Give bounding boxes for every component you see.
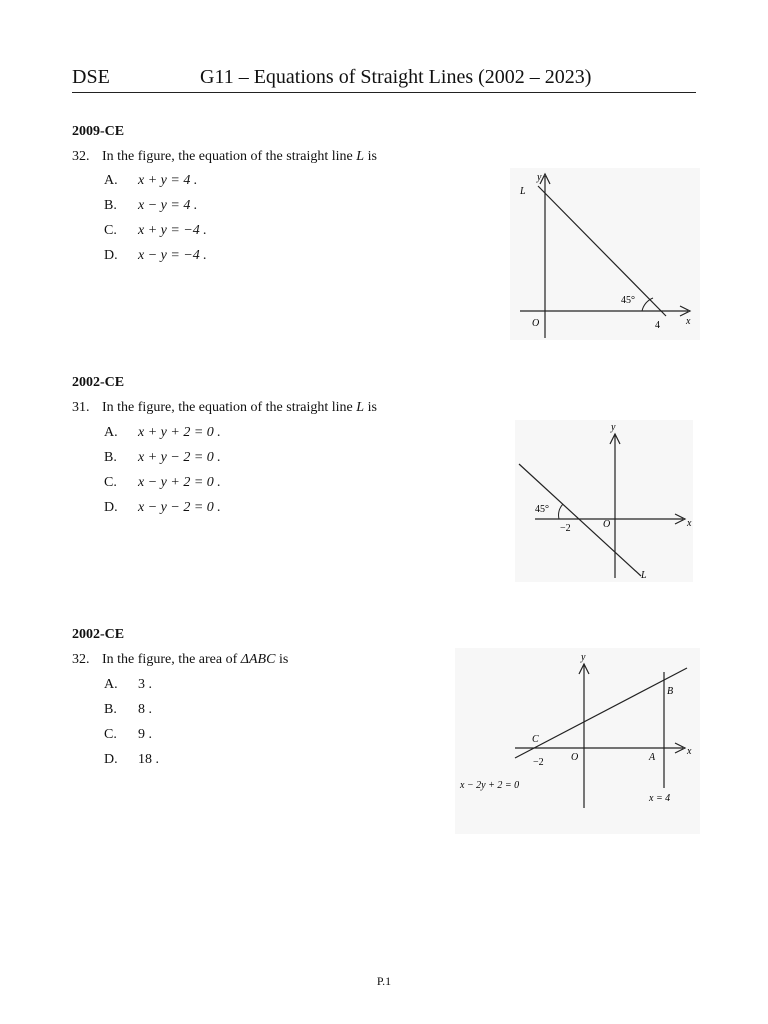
origin-label: O <box>603 519 611 530</box>
question-1-figure <box>510 168 700 340</box>
option-label: D. <box>104 500 118 515</box>
x-label: x <box>686 316 691 327</box>
question-3-source: 2002-CE <box>72 627 125 642</box>
question-2-stem-var: L <box>356 400 365 415</box>
question-3-stem-end: is <box>275 652 289 667</box>
option-text: x − y = 4 . <box>138 198 198 213</box>
point-C-label: C <box>532 734 539 745</box>
option-text: x − y = −4 . <box>138 248 207 263</box>
question-3-option-c[interactable] <box>104 727 152 743</box>
option-text: x + y = −4 . <box>138 223 207 238</box>
option-label: A. <box>104 677 118 692</box>
option-text: x − y + 2 = 0 . <box>138 475 221 490</box>
tick-minus2-label: −2 <box>560 523 571 534</box>
question-2-source: 2002-CE <box>72 375 125 390</box>
option-label: C. <box>104 475 117 490</box>
question-1-option-a[interactable] <box>104 173 197 189</box>
origin-label: O <box>532 318 540 329</box>
option-text: x + y = 4 . <box>138 173 198 188</box>
option-label: C. <box>104 727 117 742</box>
question-3-stem-text: In the figure, the area of <box>102 652 241 667</box>
option-text: x + y + 2 = 0 . <box>138 425 221 440</box>
option-label: B. <box>104 450 117 465</box>
option-text: 8 . <box>138 702 152 717</box>
option-text: 18 . <box>138 752 159 767</box>
option-label: B. <box>104 198 117 213</box>
question-1-number: 32. <box>72 149 90 164</box>
question-1-stem-text: In the figure, the equation of the straight line <box>102 149 357 164</box>
question-3-stem <box>72 652 288 668</box>
question-3-figure <box>455 648 700 834</box>
y-label: y <box>611 422 616 433</box>
question-3-option-b[interactable] <box>104 702 152 718</box>
question-1-option-b[interactable] <box>104 198 197 214</box>
question-2-stem-text: In the figure, the equation of the straight line <box>102 400 357 415</box>
x-label: x <box>687 746 692 757</box>
question-1-option-c[interactable] <box>104 223 207 239</box>
option-text: 9 . <box>138 727 152 742</box>
header-subject: DSE <box>72 66 110 88</box>
question-2-figure <box>515 420 693 582</box>
question-1-source: 2009-CE <box>72 124 125 139</box>
header-title: G11 – Equations of Straight Lines (2002 – 2023) <box>200 66 592 88</box>
question-2-option-b[interactable] <box>104 450 221 466</box>
question-3-option-d[interactable] <box>104 752 159 768</box>
L-label: L <box>520 186 526 197</box>
option-label: A. <box>104 425 118 440</box>
origin-label: O <box>571 752 579 763</box>
option-text: 3 . <box>138 677 152 692</box>
option-text: x − y − 2 = 0 . <box>138 500 221 515</box>
y-label: y <box>581 652 586 663</box>
option-text: x + y − 2 = 0 . <box>138 450 221 465</box>
point-B-label: B <box>667 686 674 697</box>
L-label: L <box>641 570 647 581</box>
question-1-stem-end: is <box>364 149 377 164</box>
tick-minus2-label: −2 <box>533 757 544 768</box>
y-label: y <box>537 172 542 183</box>
question-3-stem-var: ΔABC <box>240 652 276 667</box>
figure-background <box>515 420 693 582</box>
point-A-label: A <box>649 752 656 763</box>
angle-label: 45° <box>535 504 549 515</box>
line-equation-label: x − 2y + 2 = 0 <box>460 780 520 791</box>
question-2-option-d[interactable] <box>104 500 221 516</box>
page-header <box>72 66 696 93</box>
figure-background <box>455 648 700 834</box>
page-number: P.1 <box>376 974 392 988</box>
x-label: x <box>687 518 692 529</box>
question-1-option-d[interactable] <box>104 248 207 264</box>
question-1-stem <box>72 149 377 165</box>
question-2-stem-end: is <box>364 400 377 415</box>
option-label: D. <box>104 248 118 263</box>
vertical-line-label: x = 4 <box>649 793 671 804</box>
question-2-stem <box>72 400 377 416</box>
question-3-option-a[interactable] <box>104 677 152 693</box>
question-2-number: 31. <box>72 400 90 415</box>
question-2-option-c[interactable] <box>104 475 221 491</box>
option-label: B. <box>104 702 117 717</box>
question-1-stem-var: L <box>356 149 365 164</box>
question-2-option-a[interactable] <box>104 425 221 441</box>
option-label: D. <box>104 752 118 767</box>
angle-label: 45° <box>621 295 635 306</box>
option-label: C. <box>104 223 117 238</box>
question-3-number: 32. <box>72 652 90 667</box>
option-label: A. <box>104 173 118 188</box>
tick-4-label: 4 <box>655 320 660 331</box>
